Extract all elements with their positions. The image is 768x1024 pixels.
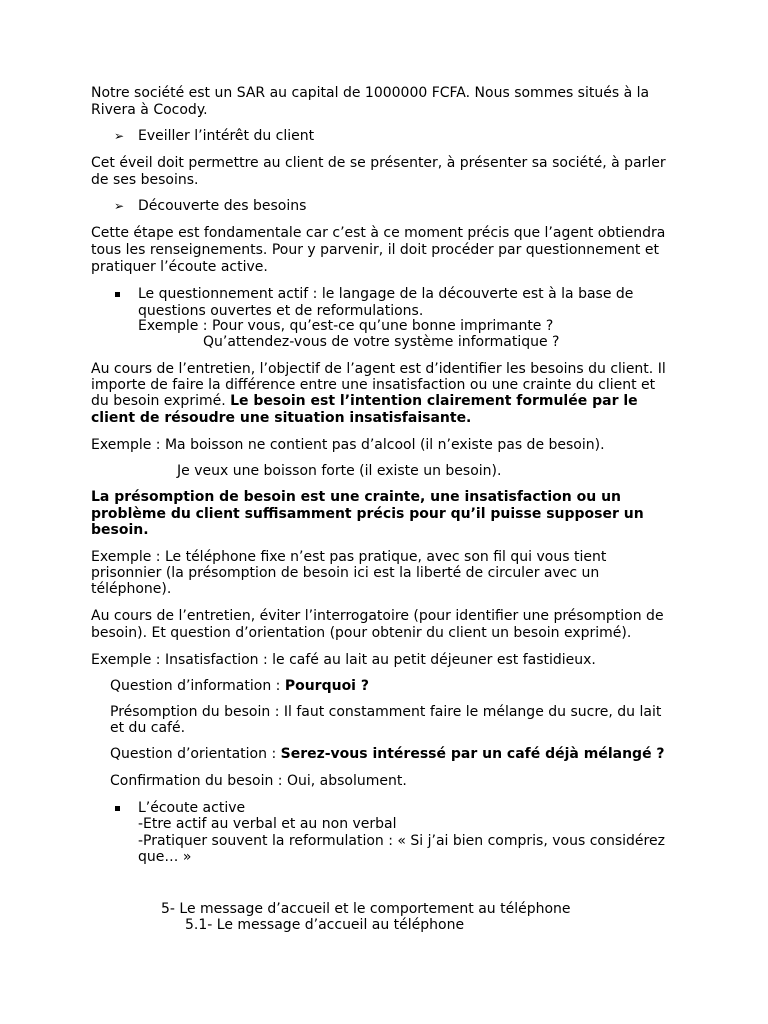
- question-orientation-label: Question d’orientation :: [110, 746, 281, 762]
- questionnement-example-2: Qu’attendez-vous de votre système informatique ?: [203, 334, 560, 350]
- entretien-line-2: importe de faire la différence entre une insatisfaction ou une crainte du client et: [91, 377, 656, 393]
- question-information: [110, 678, 369, 695]
- example-telephone-3: téléphone).: [91, 581, 172, 597]
- questionnement-line-1: Le questionnement actif : le langage de la découverte est à la base de: [138, 286, 634, 302]
- question-information-label: Question d’information :: [110, 678, 285, 694]
- ecoute-active-line-4: que… »: [138, 849, 192, 865]
- etape-line-1: Cette étape est fondamentale car c’est à ce moment précis que l’agent obtiendra: [91, 225, 666, 241]
- bullet-decouverte: Découverte des besoins: [138, 198, 307, 214]
- ecoute-active-line-3: -Pratiquer souvent la reformulation : « Si j’ai bien compris, vous considérez: [138, 833, 665, 849]
- confirmation-besoin: Confirmation du besoin : Oui, absolument.: [110, 773, 407, 789]
- presomption-definition-1: La présomption de besoin est une crainte, une insatisfaction ou un: [91, 489, 622, 505]
- bullet-eveiller: Eveiller l’intérêt du client: [138, 128, 315, 144]
- entretien-line-3-normal: du besoin exprimé.: [91, 393, 231, 409]
- example-telephone-1: Exemple : Le téléphone fixe n’est pas pratique, avec son fil qui vous tient: [91, 549, 607, 565]
- section-5-1-heading: 5.1- Le message d’accueil au téléphone: [185, 917, 465, 933]
- square-bullet-icon: [115, 292, 120, 297]
- question-information-answer: Pourquoi ?: [284, 678, 369, 694]
- ecoute-active-title: L’écoute active: [138, 800, 246, 816]
- example-boisson-1: Exemple : Ma boisson ne contient pas d’alcool (il n’existe pas de besoin).: [91, 437, 605, 453]
- entretien-line-3: [91, 393, 638, 410]
- interrogatoire-line-2: besoin). Et question d’orientation (pour obtenir du client un besoin exprimé).: [91, 625, 632, 641]
- section-5-heading: 5- Le message d’accueil et le comportement au téléphone: [161, 901, 571, 917]
- intro-line-2: Rivera à Cocody.: [91, 102, 208, 118]
- eveil-line-1: Cet éveil doit permettre au client de se présenter, à présenter sa société, à parler: [91, 155, 666, 171]
- ecoute-active-line-2: -Etre actif au verbal et au non verbal: [138, 816, 397, 832]
- presomption-definition-2: problème du client suffisamment précis pour qu’il puisse supposer un: [91, 506, 644, 522]
- example-telephone-2: prisonnier (la présomption de besoin ici est la liberté de circuler avec un: [91, 565, 600, 581]
- arrow-bullet-icon: ➢: [114, 199, 125, 213]
- question-orientation-answer: Serez-vous intéressé par un café déjà mélangé ?: [280, 746, 665, 762]
- arrow-bullet-icon: ➢: [114, 129, 125, 143]
- presomption-besoin-2: et du café.: [110, 720, 186, 736]
- entretien-line-1: Au cours de l’entretien, l’objectif de l’agent est d’identifier les besoins du client. Il: [91, 361, 666, 377]
- eveil-line-2: de ses besoins.: [91, 172, 199, 188]
- questionnement-line-2: questions ouvertes et de reformulations.: [138, 303, 424, 319]
- etape-line-2: tous les renseignements. Pour y parvenir, il doit procéder par questionnement et: [91, 242, 659, 258]
- etape-line-3: pratiquer l’écoute active.: [91, 259, 268, 275]
- example-cafe: Exemple : Insatisfaction : le café au lait au petit déjeuner est fastidieux.: [91, 652, 596, 668]
- presomption-definition-3: besoin.: [91, 522, 149, 538]
- questionnement-example-1: Exemple : Pour vous, qu’est-ce qu’une bonne imprimante ?: [138, 318, 554, 334]
- square-bullet-icon: [115, 806, 120, 811]
- intro-line-1: Notre société est un SAR au capital de 1000000 FCFA. Nous sommes situés à la: [91, 85, 650, 101]
- presomption-besoin-1: Présomption du besoin : Il faut constamment faire le mélange du sucre, du lait: [110, 704, 662, 720]
- besoin-definition-bold-2: client de résoudre une situation insatisfaisante.: [91, 410, 472, 426]
- question-orientation: [110, 746, 665, 763]
- example-boisson-2: Je veux une boisson forte (il existe un besoin).: [177, 463, 502, 479]
- interrogatoire-line-1: Au cours de l’entretien, éviter l’interrogatoire (pour identifier une présomption de: [91, 608, 664, 624]
- besoin-definition-bold: Le besoin est l’intention clairement formulée par le: [230, 393, 638, 409]
